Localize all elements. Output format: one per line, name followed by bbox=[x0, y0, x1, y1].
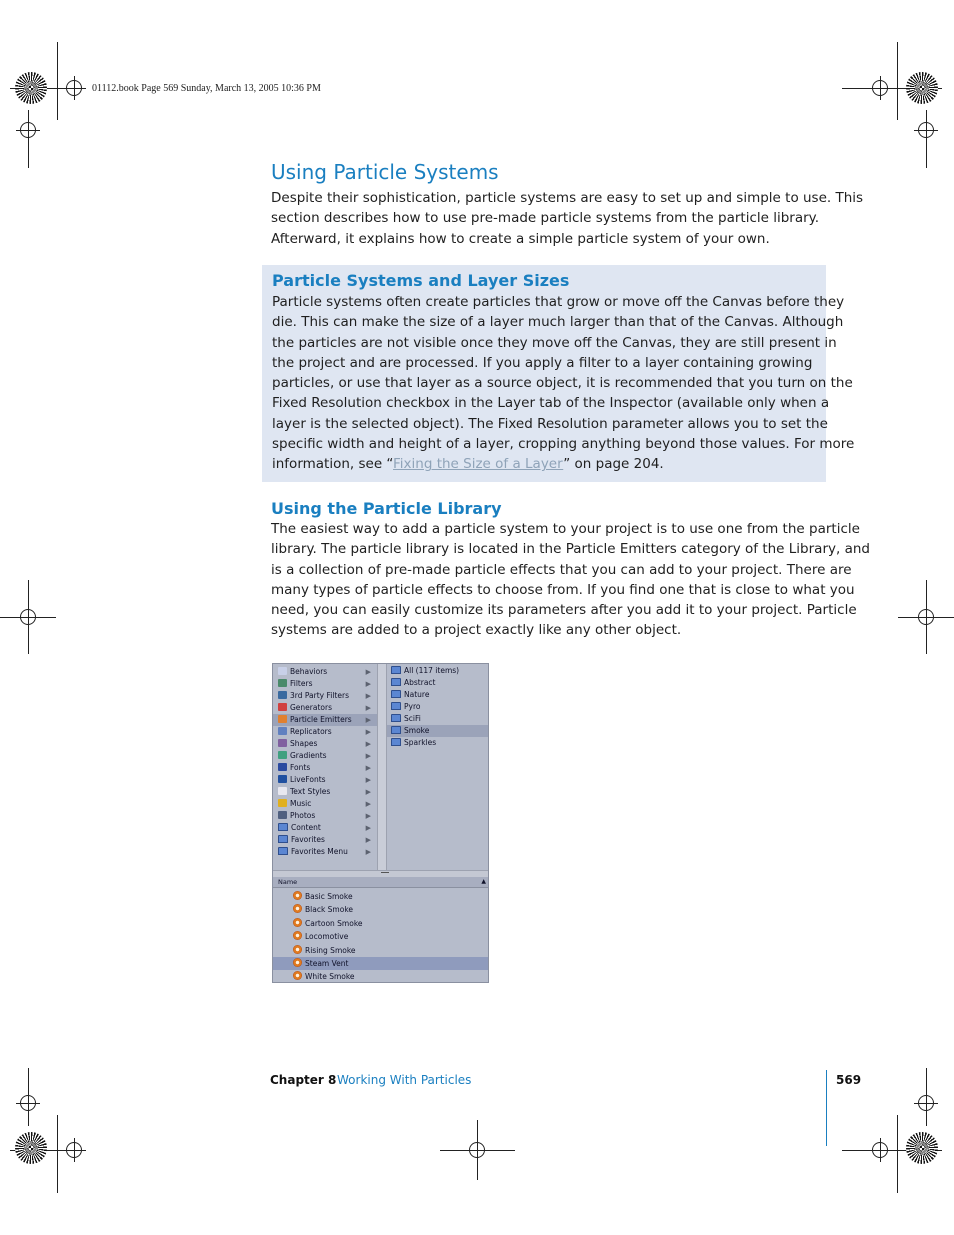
sort-triangle-icon: ▲ bbox=[481, 878, 486, 885]
disclosure-arrow-icon: ▶ bbox=[365, 680, 371, 688]
page-number: 569 bbox=[836, 1073, 862, 1087]
library-category-item[interactable] bbox=[273, 714, 377, 726]
music-icon bbox=[278, 799, 287, 807]
folder-icon bbox=[278, 823, 288, 831]
crop-line bbox=[477, 1120, 478, 1180]
library-subfolder-item[interactable] bbox=[387, 737, 489, 749]
replicators-icon bbox=[278, 727, 287, 735]
link-suffix: ” on page 204. bbox=[563, 456, 664, 473]
category-label: Photos bbox=[290, 811, 316, 820]
text-line: the project and are processed. If you apply a filter to a layer containing growing bbox=[272, 354, 813, 371]
photos-icon bbox=[278, 811, 287, 819]
folder-icon bbox=[391, 714, 401, 722]
library-subfolder-item[interactable] bbox=[387, 689, 489, 701]
preset-label: Black Smoke bbox=[305, 905, 354, 915]
particle-emitter-icon bbox=[293, 904, 302, 913]
library-category-item[interactable] bbox=[273, 822, 377, 834]
library-category-item[interactable] bbox=[273, 762, 377, 774]
folder-icon bbox=[391, 738, 401, 746]
text-line: The easiest way to add a particle system to your project is to use one from the particle bbox=[271, 521, 860, 537]
particle-emitter-icon bbox=[293, 918, 302, 927]
particle-preset-item[interactable] bbox=[273, 944, 489, 957]
disclosure-arrow-icon: ▶ bbox=[365, 800, 371, 808]
fonts-icon bbox=[278, 763, 287, 771]
text-line: particles, or use that layer as a source object, it is recommended that you turn on the bbox=[272, 375, 853, 392]
library-subfolder-item[interactable] bbox=[387, 701, 489, 713]
particle-preset-item[interactable] bbox=[273, 903, 489, 916]
subfolder-label: Pyro bbox=[404, 702, 421, 711]
crop-line bbox=[28, 110, 29, 168]
category-label: Behaviors bbox=[290, 667, 328, 676]
registration-sunburst-icon bbox=[906, 72, 938, 104]
book-file-info: 01112.book Page 569 Sunday, March 13, 2005 10:36 PM bbox=[92, 83, 321, 94]
text-line: section describes how to use pre-made particle systems from the particle library. bbox=[271, 210, 820, 227]
subfolder-label: SciFi bbox=[404, 714, 421, 723]
footer-chapter-title: Working With Particles bbox=[337, 1073, 472, 1087]
category-label: Replicators bbox=[290, 727, 332, 736]
category-label: Favorites bbox=[291, 835, 325, 844]
library-category-item[interactable] bbox=[273, 774, 377, 786]
text-line: Despite their sophistication, particle systems are easy to set up and simple to use. This bbox=[271, 190, 864, 206]
section-title: Using Particle Systems bbox=[271, 160, 499, 184]
preset-label: Locomotive bbox=[305, 932, 349, 942]
note-body bbox=[272, 292, 854, 475]
footer-divider bbox=[826, 1070, 827, 1146]
particle-preset-item[interactable] bbox=[273, 957, 489, 970]
library-category-item[interactable] bbox=[273, 690, 377, 702]
crop-line bbox=[74, 1138, 75, 1162]
footer-chapter: Chapter 8 bbox=[270, 1073, 337, 1087]
folder-icon bbox=[278, 835, 288, 843]
subfolder-label: All (117 items) bbox=[404, 666, 460, 675]
category-label: LiveFonts bbox=[290, 775, 326, 784]
library-category-column bbox=[273, 664, 377, 870]
particle-emitter-icon bbox=[293, 891, 302, 900]
disclosure-arrow-icon: ▶ bbox=[365, 764, 371, 772]
library-category-item[interactable] bbox=[273, 798, 377, 810]
crop-line bbox=[57, 1115, 58, 1193]
library-category-item[interactable] bbox=[273, 846, 377, 858]
crop-line bbox=[880, 1138, 881, 1162]
particle-preset-item[interactable] bbox=[273, 970, 489, 983]
disclosure-arrow-icon: ▶ bbox=[365, 788, 371, 796]
particle-preset-item[interactable] bbox=[273, 890, 489, 903]
library-category-item[interactable] bbox=[273, 810, 377, 822]
crop-line bbox=[898, 617, 954, 618]
folder-icon bbox=[391, 678, 401, 686]
particle-emitter-icon bbox=[293, 945, 302, 954]
library-screenshot bbox=[272, 663, 489, 983]
disclosure-arrow-icon: ▶ bbox=[365, 704, 371, 712]
text-line: need, you can easily customize its parameters after you add it to your project. Particle bbox=[271, 602, 857, 619]
subfolder-label: Sparkles bbox=[404, 738, 437, 747]
library-subfolder-item[interactable] bbox=[387, 665, 489, 677]
folder-icon bbox=[278, 847, 288, 855]
crop-line bbox=[926, 1068, 927, 1126]
folder-icon bbox=[391, 726, 401, 734]
crop-line bbox=[897, 42, 898, 120]
library-category-item[interactable] bbox=[273, 678, 377, 690]
text-line: die. This can make the size of a layer much larger than that of the Canvas. Although bbox=[272, 314, 844, 331]
subfolder-label: Abstract bbox=[404, 678, 436, 687]
filters-icon bbox=[278, 691, 287, 699]
section-intro bbox=[271, 188, 863, 249]
preset-label: Rising Smoke bbox=[305, 945, 356, 955]
library-category-item[interactable] bbox=[273, 786, 377, 798]
gradients-icon bbox=[278, 751, 287, 759]
category-label: Text Styles bbox=[290, 787, 331, 796]
category-label: Gradients bbox=[290, 751, 327, 760]
text-line: layer is the selected object). The Fixed Resolution parameter allows you to set the bbox=[272, 415, 828, 432]
text-styles-icon bbox=[278, 787, 287, 795]
library-category-item[interactable] bbox=[273, 702, 377, 714]
subfolder-label: Smoke bbox=[404, 726, 430, 735]
text-line: library. The particle library is located in the Particle Emitters category of the Library, and bbox=[271, 541, 870, 558]
filters-icon bbox=[278, 679, 287, 687]
behaviors-icon bbox=[278, 667, 287, 675]
registration-sunburst-icon bbox=[15, 72, 47, 104]
category-label: Particle Emitters bbox=[290, 715, 352, 724]
shapes-icon bbox=[278, 739, 287, 747]
library-category-item[interactable] bbox=[273, 750, 377, 762]
link-prefix: information, see “ bbox=[272, 456, 394, 473]
subsection-body bbox=[271, 519, 870, 641]
text-line: the particles are not visible once they move off the Canvas, they are still present in bbox=[272, 334, 837, 351]
subsection-title: Using the Particle Library bbox=[271, 499, 502, 518]
library-item-list bbox=[273, 889, 489, 983]
name-column-header[interactable] bbox=[273, 877, 489, 888]
crop-line bbox=[897, 1115, 898, 1193]
library-category-item[interactable] bbox=[273, 738, 377, 750]
crop-line bbox=[28, 1068, 29, 1126]
crop-line bbox=[74, 76, 75, 100]
crop-line bbox=[57, 42, 58, 120]
library-category-item[interactable] bbox=[273, 834, 377, 846]
livefonts-icon bbox=[278, 775, 287, 783]
text-line bbox=[272, 454, 854, 474]
library-subfolder-item[interactable] bbox=[387, 677, 489, 689]
folder-icon bbox=[391, 666, 401, 674]
category-label: Generators bbox=[290, 703, 332, 712]
library-subfolder-item[interactable] bbox=[387, 713, 489, 725]
category-label: 3rd Party Filters bbox=[290, 691, 349, 700]
disclosure-arrow-icon: ▶ bbox=[365, 752, 371, 760]
text-line: many types of particle effects to choose from. If you find one that is close to what you bbox=[271, 581, 855, 598]
crop-line bbox=[0, 617, 56, 618]
particle-preset-item[interactable] bbox=[273, 930, 489, 943]
library-subfolder-item[interactable] bbox=[387, 725, 489, 737]
category-label: Music bbox=[290, 799, 312, 808]
disclosure-arrow-icon: ▶ bbox=[365, 812, 371, 820]
particle-emitter-icon bbox=[293, 931, 302, 940]
category-label: Fonts bbox=[290, 763, 311, 772]
disclosure-arrow-icon: ▶ bbox=[365, 728, 371, 736]
text-line: systems are added to a project exactly like any other object. bbox=[271, 622, 682, 639]
text-line: specific width and height of a layer, cropping anything beyond those values. For more bbox=[272, 436, 855, 453]
note-title: Particle Systems and Layer Sizes bbox=[272, 271, 570, 290]
library-category-item[interactable] bbox=[273, 666, 377, 678]
preset-label: Basic Smoke bbox=[305, 892, 353, 901]
registration-sunburst-icon bbox=[906, 1132, 938, 1164]
subfolder-label: Nature bbox=[404, 690, 430, 699]
crop-line bbox=[926, 110, 927, 168]
particle-preset-item[interactable] bbox=[273, 917, 489, 930]
disclosure-arrow-icon: ▶ bbox=[365, 824, 371, 832]
text-line: Particle systems often create particles that grow or move off the Canvas before they bbox=[272, 294, 845, 310]
text-line: is a collection of pre-made particle effects that you can add to your project. There are bbox=[271, 561, 852, 578]
particle-emitter-icon bbox=[293, 971, 302, 980]
disclosure-arrow-icon: ▶ bbox=[365, 848, 371, 856]
disclosure-arrow-icon: ▶ bbox=[365, 716, 371, 724]
disclosure-arrow-icon: ▶ bbox=[365, 836, 371, 844]
folder-icon bbox=[391, 702, 401, 710]
disclosure-arrow-icon: ▶ bbox=[365, 692, 371, 700]
category-label: Favorites Menu bbox=[291, 847, 348, 856]
library-category-item[interactable] bbox=[273, 726, 377, 738]
registration-sunburst-icon bbox=[15, 1132, 47, 1164]
column-scrollbar[interactable] bbox=[377, 664, 386, 870]
particle-emitter-icon bbox=[293, 958, 302, 967]
category-label: Filters bbox=[290, 679, 313, 688]
crop-line bbox=[880, 76, 881, 100]
generators-icon bbox=[278, 703, 287, 711]
text-line: Afterward, it explains how to create a simple particle system of your own. bbox=[271, 230, 770, 247]
fixing-size-link[interactable]: Fixing the Size of a Layer bbox=[393, 456, 564, 473]
name-header-label: Name bbox=[278, 878, 298, 886]
preset-label: Cartoon Smoke bbox=[305, 918, 363, 928]
preset-label: Steam Vent bbox=[305, 959, 349, 968]
text-line: Fixed Resolution checkbox in the Layer tab of the Inspector (available only when a bbox=[272, 395, 830, 412]
library-subfolder-column bbox=[386, 664, 489, 870]
folder-icon bbox=[391, 690, 401, 698]
disclosure-arrow-icon: ▶ bbox=[365, 776, 371, 784]
disclosure-arrow-icon: ▶ bbox=[365, 740, 371, 748]
category-label: Shapes bbox=[290, 739, 318, 748]
category-label: Content bbox=[291, 823, 321, 832]
disclosure-arrow-icon: ▶ bbox=[365, 668, 371, 676]
preset-label: White Smoke bbox=[305, 972, 355, 982]
particle-emitters-icon bbox=[278, 715, 287, 723]
